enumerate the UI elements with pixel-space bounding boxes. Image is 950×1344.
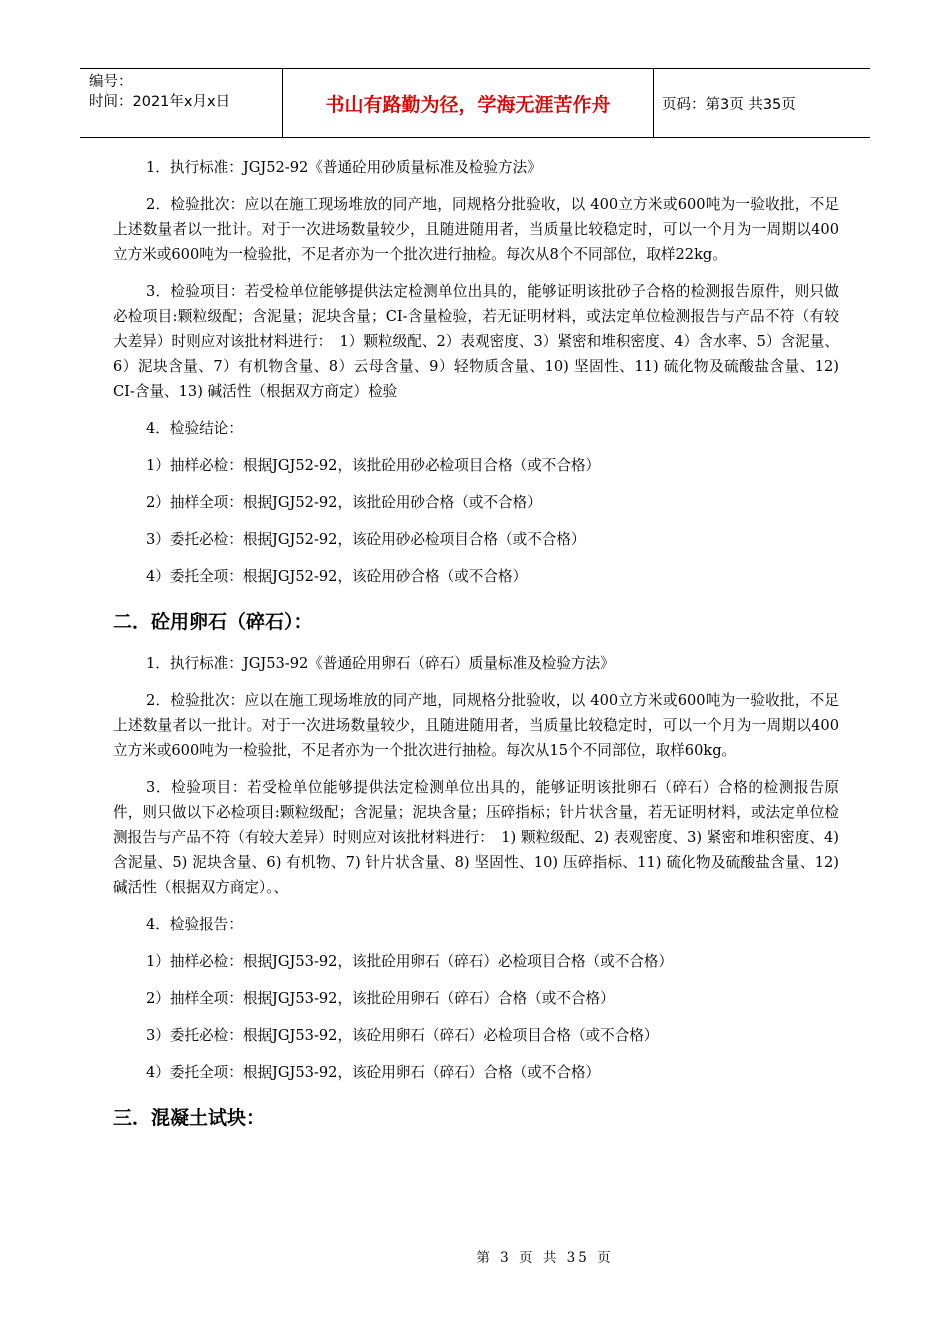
document-number-label: 编号： xyxy=(89,74,133,90)
document-body xyxy=(113,155,839,1147)
stone-report-item: 2）抽样全项：根据JGJ53-92，该批砼用卵石（碎石）合格（或不合格） xyxy=(146,990,615,1007)
concrete-section xyxy=(113,1103,839,1130)
sand-batch: 2．检验批次：应以在施工现场堆放的同产地，同规格分批验收，以 400立方米或600吨为一验收批，不足上述数量者以一批计。对于一次进场数量较少，且随进随用者，当质量比较稳定时，可以一个月为一周期以400立方米或600吨为一检验批，不足者亦为一个批次进行抽检。每次从8个不同部位，取样22kg。 xyxy=(113,196,839,263)
page-header xyxy=(80,68,870,138)
stone-report-item: 1）抽样必检：根据JGJ53-92，该批砼用卵石（碎石）必检项目合格（或不合格） xyxy=(146,953,674,970)
sand-conclusion-item: 2）抽样全项：根据JGJ52-92，该批砼用砂合格（或不合格） xyxy=(146,494,542,511)
page-footer xyxy=(0,1246,950,1266)
header-page-number: 页码：第3页 共35页 xyxy=(662,96,796,113)
header-meta xyxy=(80,69,283,137)
stone-batch: 2．检验批次：应以在施工现场堆放的同产地，同规格分批验收，以 400立方米或600吨为一验收批，不足上述数量者以一批计。对于一次进场数量较少，且随进随用者，当质量比较稳定时，可以一个月为一周期以400立方米或600吨为一检验批，不足者亦为一个批次进行抽检。每次从15个不同部位，取样60kg。 xyxy=(113,692,839,759)
sand-conclusion-title: 4．检验结论： xyxy=(146,420,243,437)
sand-standard: 1．执行标准：JGJ52-92《普通砼用砂质量标准及检验方法》 xyxy=(146,159,542,176)
header-motto: 书山有路勤为径，学海无涯苦作舟 xyxy=(283,69,654,137)
sand-conclusion-item: 1）抽样必检：根据JGJ52-92，该批砼用砂必检项目合格（或不合格） xyxy=(146,457,601,474)
sand-test-items: 3．检验项目：若受检单位能够提供法定检测单位出具的，能够证明该批砂子合格的检测报告原件，则只做必检项目:颗粒级配；含泥量；泥块含量；CI-含量检验，若无证明材料，或法定单位检测报告与产品不符（有较大差异）时则应对该批材料进行： 1）颗粒级配、2）表观密度、3）紧密和堆积密度、4）含水率、5）含泥量、6）泥块含量、7）有机物含量、8）云母含量、9）轻物质含量、10) 坚固性、11) 硫化物及硫酸盐含量、12) CI-含量、13) 碱活性（根据双方商定）检验 xyxy=(113,283,839,400)
document-date-label: 时间：2021年x月x日 xyxy=(89,94,231,110)
stone-report-title: 4．检验报告： xyxy=(146,916,243,933)
stone-standard: 1．执行标准：JGJ53-92《普通砼用卵石（碎石）质量标准及检验方法》 xyxy=(146,655,615,672)
sand-conclusion-item: 4）委托全项：根据JGJ52-92，该砼用砂合格（或不合格） xyxy=(146,568,528,585)
stone-test-items: 3．检验项目：若受检单位能够提供法定检测单位出具的，能够证明该批卵石（碎石）合格的检测报告原件，则只做以下必检项目:颗粒级配；含泥量；泥块含量；压碎指标；针片状含量，若无证明材料，或法定单位检测报告与产品不符（有较大差异）时则应对该批材料进行： 1) 颗粒级配、2) 表观密度、3) 紧密和堆积密度、4) 含泥量、5) 泥块含量、6) 有机物、7) 针片状含量、8) 坚固性、10) 压碎指标、11) 硫化物及硫酸盐含量、12) 碱活性（根据双方商定）。、 xyxy=(113,779,839,896)
footer-page-number: 第 3 页 共 35 页 xyxy=(476,1250,614,1266)
stone-report-item: 4）委托全项：根据JGJ53-92，该砼用卵石（碎石）合格（或不合格） xyxy=(146,1064,601,1081)
stone-section xyxy=(113,607,839,1085)
concrete-section-heading: 三．混凝土试块： xyxy=(113,1107,266,1129)
sand-section xyxy=(113,155,839,589)
stone-section-heading: 二．砼用卵石（碎石）： xyxy=(113,611,313,633)
stone-report-item: 3）委托必检：根据JGJ53-92，该砼用卵石（碎石）必检项目合格（或不合格） xyxy=(146,1027,659,1044)
sand-conclusion-item: 3）委托必检：根据JGJ52-92，该砼用砂必检项目合格（或不合格） xyxy=(146,531,586,548)
